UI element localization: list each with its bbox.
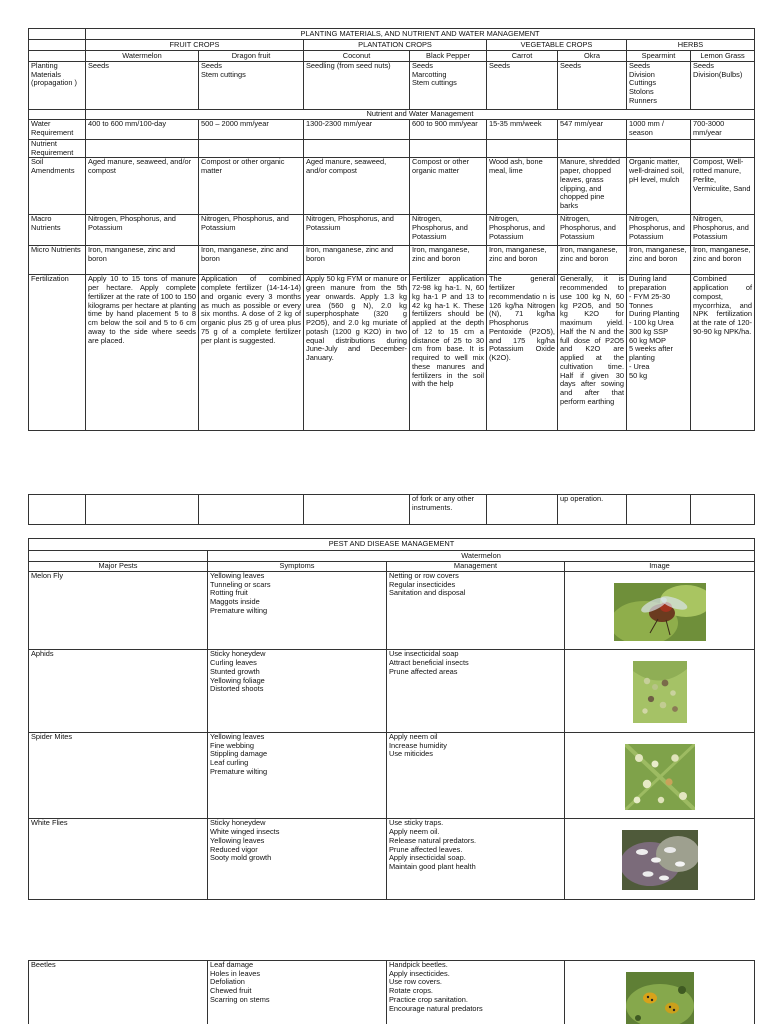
pest-management: Use sticky traps. Apply neem oil. Release natural predators. Prune affected leaves. Apply insecticidal soap. Maintain good plant health <box>387 819 565 899</box>
pest-table-title: PEST AND DISEASE MANAGEMENT <box>29 539 755 551</box>
soil-cell: Aged manure, seaweed, and/or compost <box>304 158 410 215</box>
group-fruit-crops: FRUIT CROPS <box>86 40 304 51</box>
pest-name: Aphids <box>29 650 208 732</box>
group-plantation-crops: PLANTATION CROPS <box>304 40 487 51</box>
soil-cell: Manure, shredded paper, chopped leaves, grass clipping, and chopped pine barks <box>558 158 627 215</box>
soil-cell: Wood ash, bone meal, lime <box>487 158 558 215</box>
blank-cell <box>29 40 86 51</box>
pest-management: Netting or row covers Regular insecticides Sanitation and disposal <box>387 572 565 650</box>
pest-symptoms: Yellowing leaves Tunneling or scars Rotting fruit Maggots inside Premature wilting <box>208 572 387 650</box>
blank-cell <box>86 140 199 158</box>
macro-cell: Nitrogen, Phosphorus, and Potassium <box>558 215 627 246</box>
macro-cell: Nitrogen, Phosphorus, and Potassium <box>410 215 487 246</box>
crop-carrot: Carrot <box>487 51 558 62</box>
melon-fly-photo <box>614 583 706 641</box>
micro-cell: Iron, manganese, zinc and boron <box>199 246 304 275</box>
group-vegetable-crops: VEGETABLE CROPS <box>487 40 627 51</box>
soil-cell: Compost, Well-rotted manure, Perlite, Vermiculite, Sand <box>691 158 755 215</box>
water-cell: 400 to 600 mm/100-day <box>86 120 199 140</box>
fert-cell: Fertilizer application 72-98 kg ha-1. N, 60 kg ha-1 P and 13 to 42 kg ha-1 K. These fertilizers should be applied at the depth of 12 to 15 cm a distance of 25 to 30 cm from base. It is required to well mix these manures and fertilizers in the soil with the help <box>410 275 487 431</box>
water-cell: 1000 mm / season <box>627 120 691 140</box>
blank-cell <box>304 140 410 158</box>
fert-cell: Combined application of compost, mycorrhiza, and NPK fertilization at the rate of 120-90-90 kg NPK/ha. <box>691 275 755 431</box>
blank-cell <box>691 495 755 525</box>
pest-image-cell <box>565 819 755 899</box>
planting-cell: Seeds Stem cuttings <box>199 62 304 110</box>
crop-spearmint: Spearmint <box>627 51 691 62</box>
pest-symptoms: Leaf damage Holes in leaves Defoliation Chewed fruit Scarring on stems <box>208 961 387 1024</box>
header-management: Management <box>387 562 565 572</box>
row-label-macro-nutrients: Macro Nutrients <box>29 215 86 246</box>
crop-watermelon: Watermelon <box>86 51 199 62</box>
crop-coconut: Coconut <box>304 51 410 62</box>
macro-cell: Nitrogen, Phosphorus, and Potassium <box>627 215 691 246</box>
water-cell: 700-3000 mm/year <box>691 120 755 140</box>
planting-cell: Seeds <box>558 62 627 110</box>
soil-cell: Compost or other organic matter <box>410 158 487 215</box>
pest-name: White Flies <box>29 819 208 899</box>
row-label-micro-nutrients: Micro Nutrients <box>29 246 86 275</box>
planting-cell: Seeds <box>487 62 558 110</box>
crop-dragon-fruit: Dragon fruit <box>199 51 304 62</box>
corner-cell <box>29 29 86 40</box>
planting-materials-table <box>28 28 755 431</box>
crop-black-pepper: Black Pepper <box>410 51 487 62</box>
crop-okra: Okra <box>558 51 627 62</box>
blank-cell <box>410 140 487 158</box>
aphids-photo <box>633 661 687 723</box>
beetles-photo <box>626 972 694 1024</box>
pest-image-cell <box>565 572 755 650</box>
row-label-fertilization: Fertilization <box>29 275 86 431</box>
pest-image-cell <box>565 650 755 732</box>
water-cell: 1300-2300 mm/year <box>304 120 410 140</box>
fert-cell: The general fertilizer recommendatio n is 126 kg/ha Nitrogen (N), 71 kg/ha Phosphorus Pentoxide (P2O5), and 175 kg/ha Potassium Oxide (K2O). <box>487 275 558 431</box>
pest-management: Apply neem oil Increase humidity Use miticides <box>387 732 565 818</box>
row-label-planting-materials: Planting Materials (propagation ) <box>29 62 86 110</box>
pest-name: Spider Mites <box>29 732 208 818</box>
blank-cell <box>29 495 86 525</box>
planting-cell: Seedling (from seed nuts) <box>304 62 410 110</box>
planting-cell: Seeds <box>86 62 199 110</box>
spider-mites-photo <box>625 744 695 810</box>
fert-cell: Apply 50 kg FYM or manure or green manure from the 5th year onwards. Apply 1.3 kg urea (560 g N), 2.0 kg superphosphate (320 g P2O5), and 2.0 kg muriate of potash (1200 g K2O) in two equal distributions during June-July and December-January. <box>304 275 410 431</box>
pest-symptoms: Sticky honeydew White winged insects Yellowing leaves Reduced vigor Sooty mold growth <box>208 819 387 899</box>
pest-image-cell <box>565 961 755 1024</box>
blank-cell <box>29 110 86 120</box>
row-label-nutrient-requirement: Nutrient Requirement <box>29 140 86 158</box>
pest-name: Melon Fly <box>29 572 208 650</box>
blank-cell <box>627 140 691 158</box>
soil-cell: Compost or other organic matter <box>199 158 304 215</box>
micro-cell: Iron, manganese, zinc and boron <box>410 246 487 275</box>
micro-cell: Iron, manganese, zinc and boron <box>691 246 755 275</box>
header-symptoms: Symptoms <box>208 562 387 572</box>
blank-cell <box>558 140 627 158</box>
fert-cell: Application of combined complete fertilizer (14-14-14) and organic every 3 months as much as possible or every six months. A dose of 2 kg of organic plus 25 g of urea plus 75 g of a complete fertilizer per plant is suggested. <box>199 275 304 431</box>
water-cell: 600 to 900 mm/year <box>410 120 487 140</box>
okra-continuation-cell: up operation. <box>558 495 627 525</box>
header-image: Image <box>565 562 755 572</box>
micro-cell: Iron, manganese, zinc and boron <box>558 246 627 275</box>
blank-cell <box>691 140 755 158</box>
planting-table-title: PLANTING MATERIALS, AND NUTRIENT AND WATER MANAGEMENT <box>86 29 755 40</box>
micro-cell: Iron, manganese, zinc and boron <box>304 246 410 275</box>
row-label-water-requirement: Water Requirement <box>29 120 86 140</box>
soil-cell: Aged manure, seaweed, and/or compost <box>86 158 199 215</box>
planting-cell: Seeds Marcotting Stem cuttings <box>410 62 487 110</box>
water-cell: 15-35 mm/week <box>487 120 558 140</box>
blank-cell <box>487 140 558 158</box>
white-flies-photo <box>622 830 698 890</box>
pest-symptoms: Yellowing leaves Fine webbing Stippling damage Leaf curling Premature wilting <box>208 732 387 818</box>
pest-management: Use insecticidal soap Attract beneficial insects Prune affected areas <box>387 650 565 732</box>
pepper-continuation-cell: of fork or any other instruments. <box>410 495 487 525</box>
fert-cell: Generally, it is recommended to use 100 kg N, 60 kg P2O5, and 50 kg K2O for maximum yield. Half the N and the full dose of P2O5 and K2O are applied at the cultivation time. Half if given 30 days after sowing and after that perform earthing <box>558 275 627 431</box>
blank-cell <box>304 495 410 525</box>
pest-symptoms: Sticky honeydew Curling leaves Stunted growth Yellowing foliage Distorted shoots <box>208 650 387 732</box>
pest-name: Beetles <box>29 961 208 1024</box>
blank-cell <box>487 495 558 525</box>
water-cell: 500 – 2000 mm/year <box>199 120 304 140</box>
group-herbs: HERBS <box>627 40 755 51</box>
row-label-soil-amendments: Soil Amendments <box>29 158 86 215</box>
micro-cell: Iron, manganese, zinc and boron <box>627 246 691 275</box>
planting-cell: Seeds Division(Bulbs) <box>691 62 755 110</box>
micro-cell: Iron, manganese, zinc and boron <box>487 246 558 275</box>
planting-cell: Seeds Division Cuttings Stolons Runners <box>627 62 691 110</box>
pest-management: Handpick beetles. Apply insecticides. Use row covers. Rotate crops. Practice crop sanitation. Encourage natural predators <box>387 961 565 1024</box>
pest-disease-table <box>28 538 755 900</box>
soil-cell: Organic matter, well-drained soil, pH level, mulch <box>627 158 691 215</box>
macro-cell: Nitrogen, Phosphorus, and Potassium <box>304 215 410 246</box>
macro-cell: Nitrogen, Phosphorus, and Potassium <box>487 215 558 246</box>
pest-image-cell <box>565 732 755 818</box>
header-major-pests: Major Pests <box>29 562 208 572</box>
pest-table-crop: Watermelon <box>208 551 755 562</box>
macro-cell: Nitrogen, Phosphorus, and Potassium <box>691 215 755 246</box>
fert-cell: Apply 10 to 15 tons of manure per hectare. Apply complete fertilizer at the rate of 100 to 150 kilograms per hectare at planting time by hand placement 5 to 8 cm below the soil and 5 to 6 cm away to the side where seeds are placed. <box>86 275 199 431</box>
water-cell: 547 mm/year <box>558 120 627 140</box>
macro-cell: Nitrogen, Phosphorus, and Potassium <box>86 215 199 246</box>
blank-cell <box>199 495 304 525</box>
crop-lemon-grass: Lemon Grass <box>691 51 755 62</box>
planting-table-continuation <box>28 494 755 525</box>
nutrient-water-subheader: Nutrient and Water Management <box>86 110 755 120</box>
blank-cell <box>86 495 199 525</box>
pest-table-continuation <box>28 960 755 1024</box>
blank-cell <box>29 51 86 62</box>
blank-cell <box>627 495 691 525</box>
micro-cell: Iron, manganese, zinc and boron <box>86 246 199 275</box>
blank-cell <box>199 140 304 158</box>
fert-cell: During land preparation - FYM 25-30 Tonnes During Planting - 100 kg Urea 300 kg SSP 60 kg MOP 5 weeks after planting - Urea 50 kg <box>627 275 691 431</box>
blank-cell <box>29 551 208 562</box>
macro-cell: Nitrogen, Phosphorus, and Potassium <box>199 215 304 246</box>
